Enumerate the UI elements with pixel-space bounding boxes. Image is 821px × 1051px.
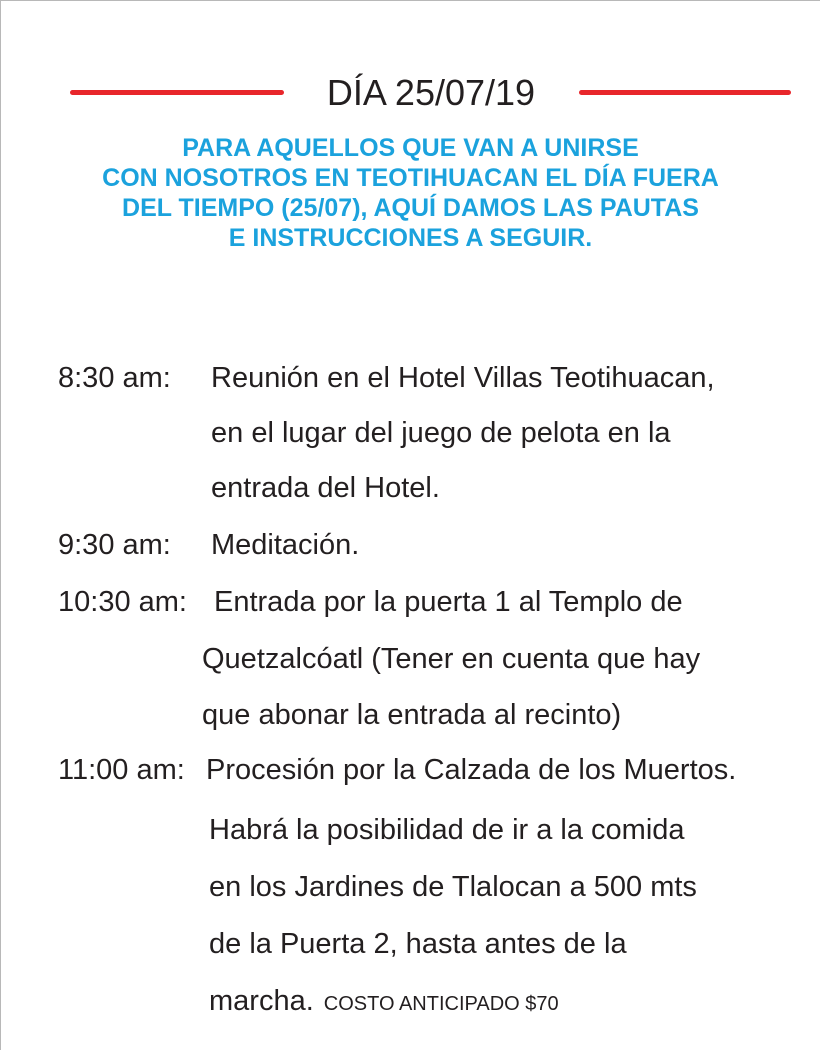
- cost-note: COSTO ANTICIPADO $70: [323, 993, 559, 1015]
- schedule-text-line: que abonar la entrada al recinto): [202, 699, 622, 731]
- header-rule-right: [579, 90, 791, 95]
- schedule-last-line: [209, 983, 559, 1022]
- header: [0, 70, 821, 120]
- schedule-text-line: Reunión en el Hotel Villas Teotihuacan,: [211, 362, 715, 394]
- page-title: DÍA 25/07/19: [326, 72, 536, 113]
- schedule-text-line: Entrada por la puerta 1 al Templo de: [214, 586, 683, 618]
- schedule-text-line: de la Puerta 2, hasta antes de la: [209, 928, 627, 960]
- intro-text: [20, 133, 801, 253]
- schedule-text-line: marcha.: [209, 985, 314, 1017]
- schedule-time-2: 9:30 am:: [58, 529, 171, 561]
- schedule-text-line: Habrá la posibilidad de ir a la comida: [209, 814, 685, 846]
- intro-line: PARA AQUELLOS QUE VAN A UNIRSE: [182, 134, 639, 162]
- header-rule-left: [70, 90, 284, 95]
- schedule-text-line: en el lugar del juego de pelota en la: [211, 417, 671, 449]
- schedule-time-1: 8:30 am:: [58, 362, 171, 394]
- schedule-text-line: en los Jardines de Tlalocan a 500 mts: [209, 871, 697, 903]
- schedule-time-3: 10:30 am:: [58, 586, 187, 618]
- schedule-text-line: Meditación.: [211, 529, 360, 561]
- intro-line: CON NOSOTROS EN TEOTIHUACAN EL DÍA FUERA: [102, 164, 719, 192]
- schedule-text-line: Quetzalcóatl (Tener en cuenta que hay: [202, 643, 701, 675]
- intro-line: E INSTRUCCIONES A SEGUIR.: [228, 224, 593, 252]
- schedule-time-4: 11:00 am:: [58, 754, 185, 786]
- schedule-text-line: Procesión por la Calzada de los Muertos.: [206, 754, 737, 786]
- intro-line: DEL TIEMPO (25/07), AQUÍ DAMOS LAS PAUTAS: [122, 194, 699, 222]
- schedule-text-line: entrada del Hotel.: [211, 472, 440, 504]
